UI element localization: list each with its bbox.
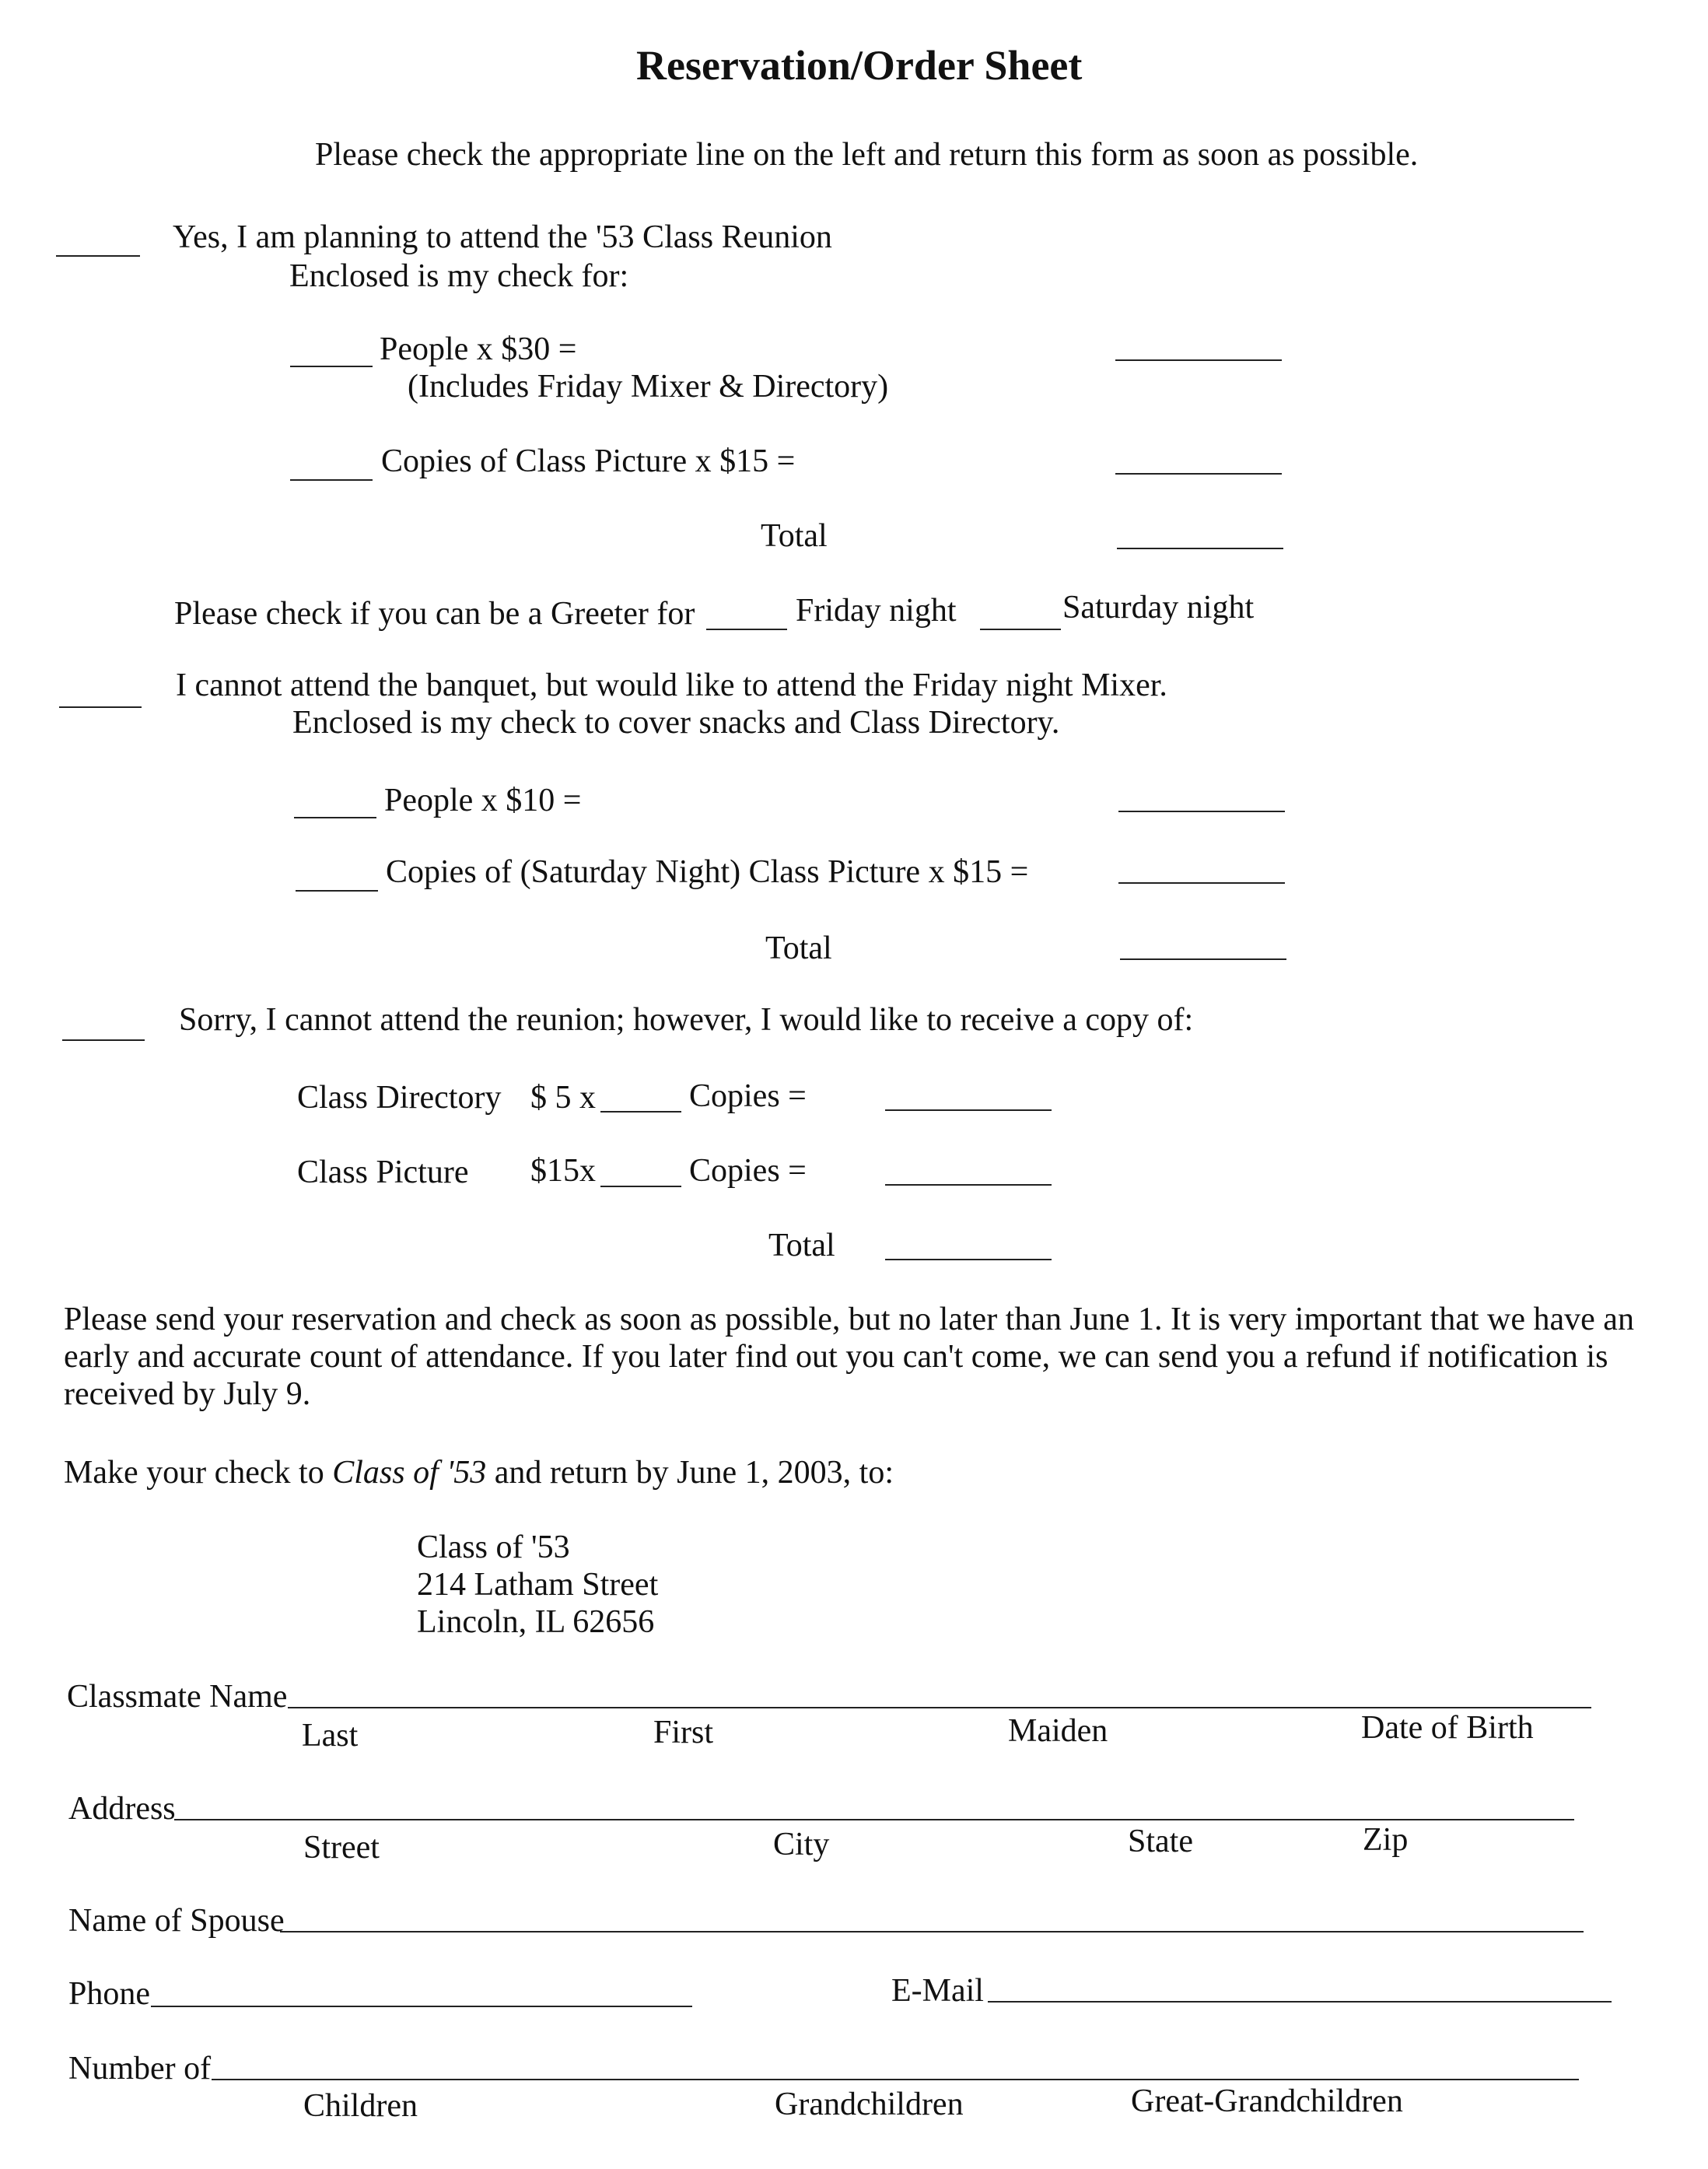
- picture-label: Class Picture: [297, 1155, 469, 1190]
- mixer-total-line[interactable]: [1120, 958, 1286, 960]
- mixer-subheading: Enclosed is my check to cover snacks and Class Directory.: [292, 705, 1060, 741]
- attend-total-line[interactable]: [1117, 548, 1283, 549]
- attend-people-label: People x $30 =: [380, 331, 577, 367]
- attend-picture-label: Copies of Class Picture x $15 =: [381, 443, 796, 479]
- address-part-street: Street: [303, 1830, 380, 1866]
- number-part-great-grandchildren: Great-Grandchildren: [1131, 2083, 1403, 2119]
- number-part-grandchildren: Grandchildren: [775, 2087, 964, 2122]
- mixer-people-count-line[interactable]: [294, 817, 376, 818]
- mixer-picture-label: Copies of (Saturday Night) Class Picture x $15 =: [386, 854, 1029, 890]
- sorry-total-label: Total: [768, 1228, 835, 1263]
- directory-copies-label: Copies =: [689, 1078, 807, 1114]
- attend-total-label: Total: [761, 518, 828, 554]
- spouse-line[interactable]: [280, 1931, 1584, 1932]
- instruction-text: Please check the appropriate line on the left and return this form as soon as possible.: [315, 137, 1419, 173]
- email-label: E-Mail: [891, 1973, 984, 2009]
- greeter-saturday-line[interactable]: [980, 629, 1061, 630]
- directory-label: Class Directory: [297, 1080, 502, 1116]
- address-part-state: State: [1128, 1824, 1193, 1859]
- attend-people-amount-line[interactable]: [1115, 359, 1282, 361]
- picture-copies-line[interactable]: [600, 1186, 681, 1187]
- mixer-picture-amount-line[interactable]: [1118, 882, 1285, 884]
- email-line[interactable]: [988, 2001, 1612, 2003]
- page-title: Reservation/Order Sheet: [636, 42, 1083, 89]
- number-part-children: Children: [303, 2088, 418, 2124]
- deadline-notice: Please send your reservation and check as soon as possible, but no later than June 1. It is very important that we have an early and accurate count of attendance. If you later find out you can't come, we can send you a refund if notification is received by July 9.: [64, 1302, 1634, 1412]
- payable-suffix: and return by June 1, 2003, to:: [494, 1455, 894, 1491]
- greeter-saturday-label: Saturday night: [1062, 590, 1255, 625]
- payable-line: [64, 1453, 894, 1492]
- name-part-maiden: Maiden: [1008, 1713, 1108, 1749]
- mixer-heading: I cannot attend the banquet, but would like to attend the Friday night Mixer.: [176, 668, 1167, 703]
- payable-payee: Class of '53: [332, 1455, 487, 1491]
- name-part-first: First: [653, 1715, 714, 1750]
- mixer-total-label: Total: [765, 930, 832, 966]
- directory-copies-line[interactable]: [600, 1111, 681, 1113]
- payable-prefix: Make your check to: [64, 1455, 324, 1491]
- greeter-label: Please check if you can be a Greeter for: [174, 596, 695, 632]
- attend-check-line[interactable]: [56, 255, 140, 257]
- name-part-last: Last: [302, 1718, 359, 1754]
- picture-copies-label: Copies =: [689, 1153, 807, 1189]
- mailing-address-line-2: 214 Latham Street: [417, 1567, 659, 1603]
- attend-picture-amount-line[interactable]: [1115, 473, 1282, 475]
- directory-price: $ 5 x: [530, 1080, 596, 1116]
- picture-price: $15x: [530, 1153, 596, 1189]
- sorry-check-line[interactable]: [62, 1039, 145, 1041]
- phone-label: Phone: [68, 1976, 150, 2012]
- attend-people-note: (Includes Friday Mixer & Directory): [408, 369, 889, 405]
- address-part-zip: Zip: [1363, 1822, 1409, 1858]
- sorry-heading: Sorry, I cannot attend the reunion; however, I would like to receive a copy of:: [179, 1002, 1194, 1038]
- mixer-people-amount-line[interactable]: [1118, 811, 1285, 812]
- mixer-picture-count-line[interactable]: [296, 890, 378, 892]
- address-label: Address: [68, 1791, 176, 1827]
- name-part-dob: Date of Birth: [1361, 1710, 1534, 1746]
- mailing-address-line-3: Lincoln, IL 62656: [417, 1604, 655, 1640]
- phone-line[interactable]: [151, 2006, 692, 2007]
- directory-amount-line[interactable]: [885, 1109, 1052, 1111]
- spouse-label: Name of Spouse: [68, 1903, 285, 1939]
- attend-people-count-line[interactable]: [290, 366, 373, 367]
- attend-subheading: Enclosed is my check for:: [289, 258, 629, 294]
- greeter-friday-label: Friday night: [796, 593, 957, 629]
- classmate-name-label: Classmate Name: [67, 1679, 288, 1715]
- greeter-friday-line[interactable]: [706, 629, 787, 630]
- address-part-city: City: [773, 1827, 830, 1862]
- number-of-line[interactable]: [212, 2079, 1579, 2080]
- mailing-address-line-1: Class of '53: [417, 1530, 570, 1565]
- mixer-people-label: People x $10 =: [384, 783, 582, 818]
- sorry-total-line[interactable]: [885, 1259, 1052, 1260]
- attend-heading: Yes, I am planning to attend the '53 Class Reunion: [173, 219, 832, 255]
- picture-amount-line[interactable]: [885, 1184, 1052, 1186]
- number-of-label: Number of: [68, 2051, 212, 2087]
- attend-picture-count-line[interactable]: [290, 479, 373, 481]
- mixer-check-line[interactable]: [59, 706, 142, 708]
